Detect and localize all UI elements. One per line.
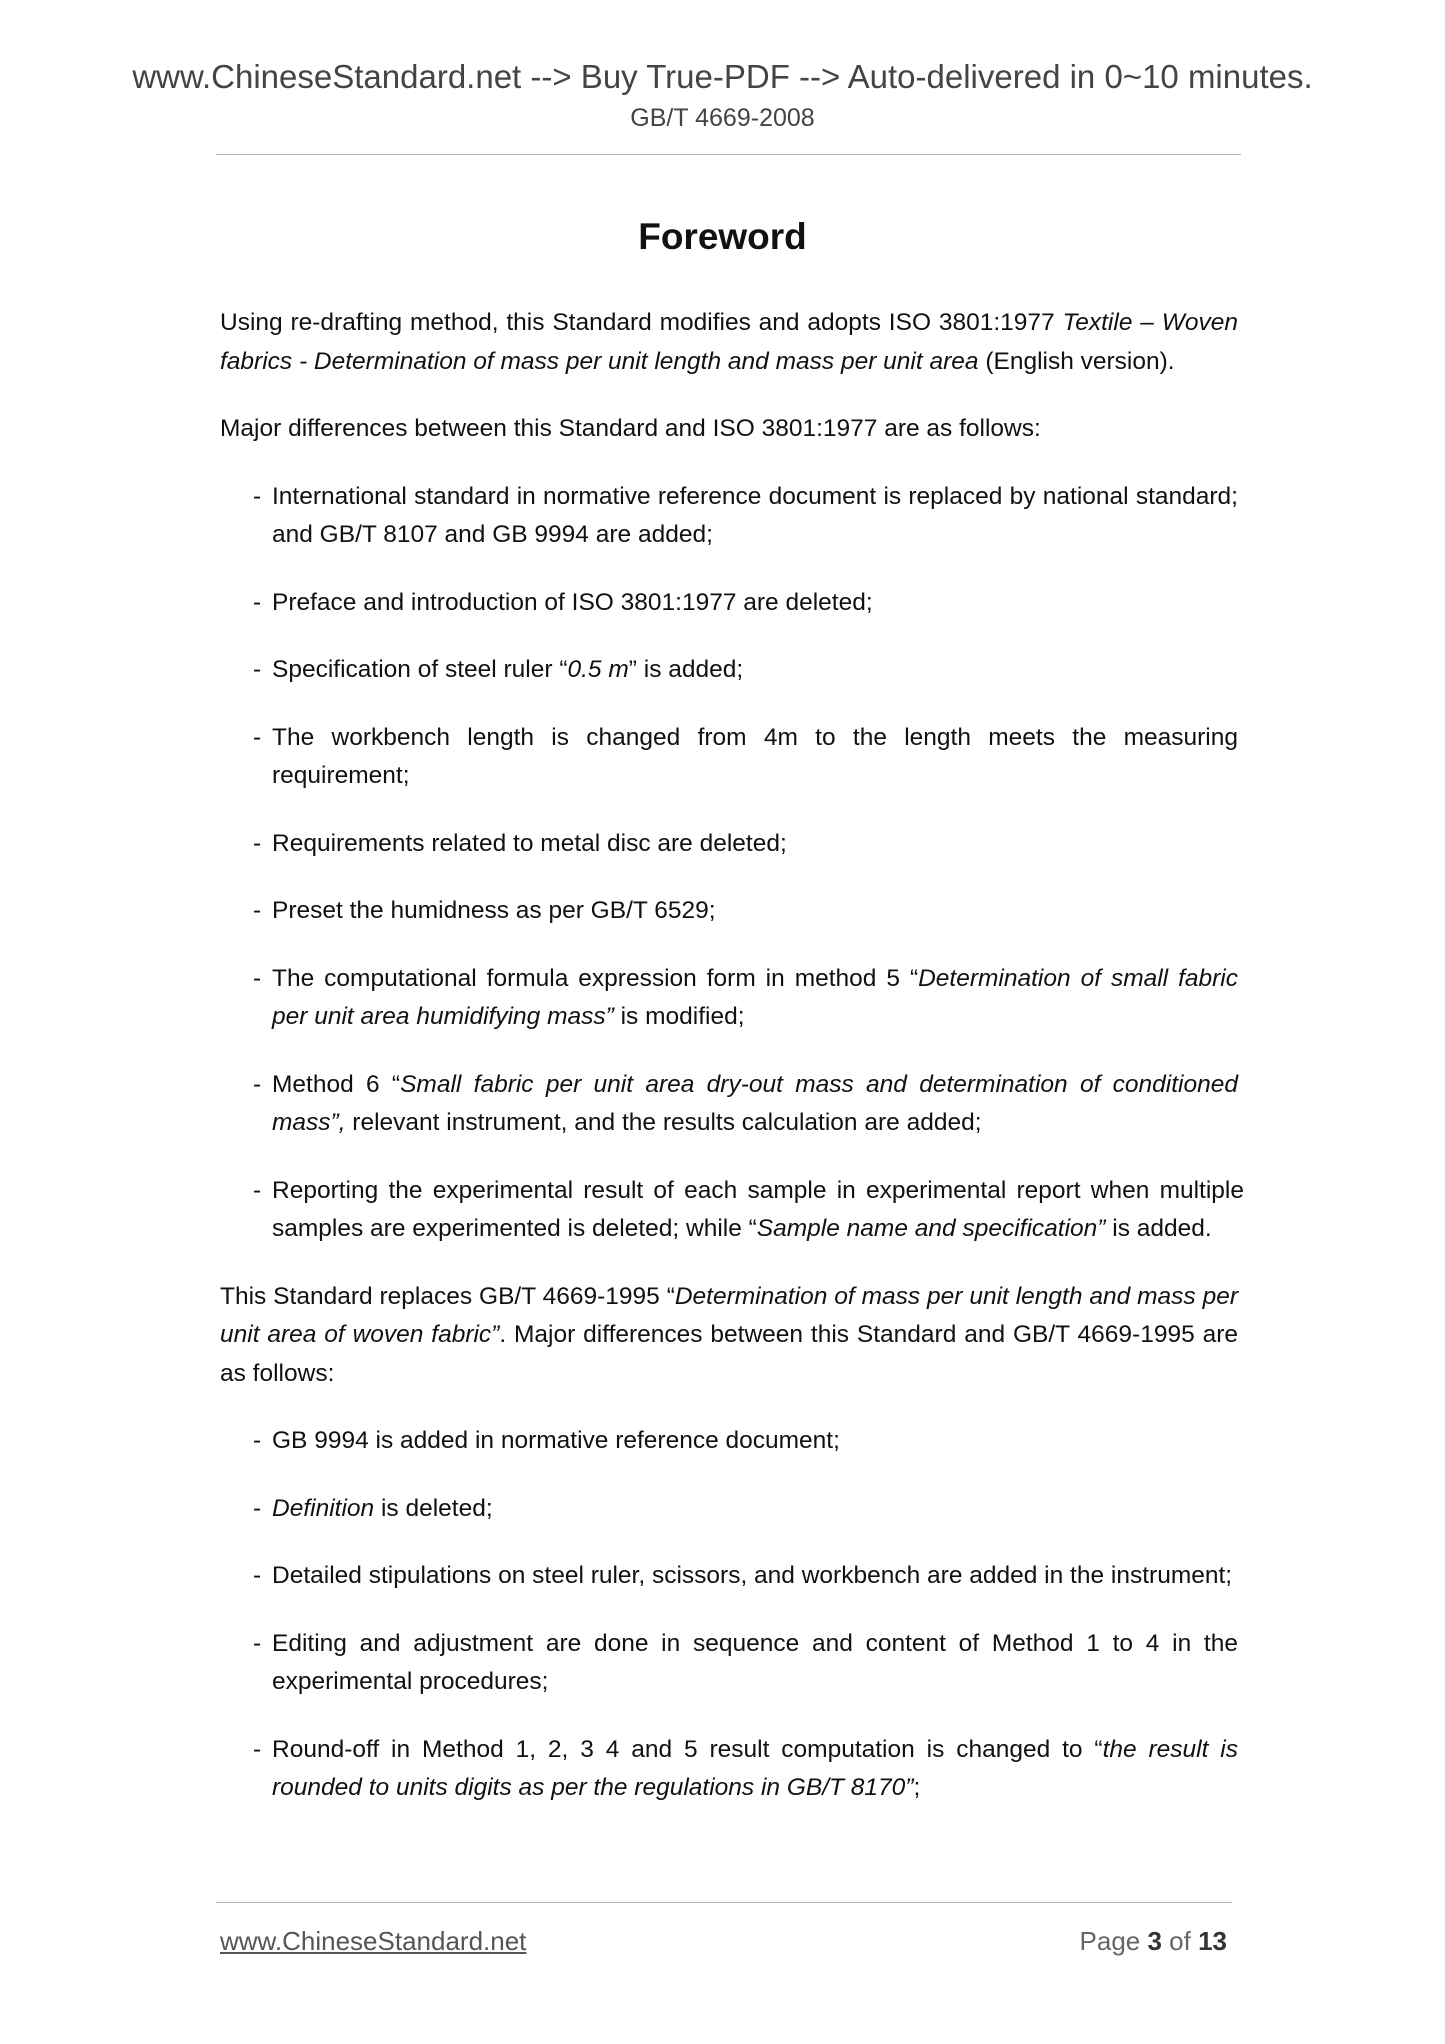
italic-text: Small fabric per unit area dry-out mass and determination of conditioned mass”, xyxy=(272,1070,1238,1136)
list-item xyxy=(220,651,1238,690)
italic-title: Textile – Woven fabrics - Determination of mass per unit length and mass per unit area xyxy=(220,309,1239,375)
list-item xyxy=(220,1422,1238,1461)
text: ; xyxy=(913,1774,921,1801)
page-indicator xyxy=(1080,1926,1227,1957)
page-title: Foreword xyxy=(638,216,807,257)
list-item xyxy=(220,1557,1238,1596)
text: Detailed stipulations on steel ruler, scissors, and workbench are added in the instrument; xyxy=(272,1562,1233,1589)
list-item xyxy=(220,892,1238,931)
page-total: 13 xyxy=(1198,1926,1227,1956)
italic-text: Sample name and specification” xyxy=(756,1215,1106,1242)
text: Round-off in Method 1, 2, 3 4 and 5 result computation is changed to “ xyxy=(272,1735,1103,1763)
text: . Major differences between this Standard and GB/T 4669-1995 are as follows: xyxy=(220,1321,1238,1387)
list-item xyxy=(220,1066,1238,1143)
list-item xyxy=(220,478,1238,555)
list-marker: - xyxy=(253,1629,262,1657)
intro-paragraph xyxy=(220,304,1238,381)
footer-site-link[interactable]: www.ChineseStandard.net xyxy=(220,1926,527,1956)
list-marker: - xyxy=(253,829,262,857)
text: Preface and introduction of ISO 3801:1977 are deleted; xyxy=(272,588,873,616)
differences-intro: Major differences between this Standard and ISO 3801:1977 are as follows: xyxy=(220,415,1041,442)
standard-id: GB/T 4669-2008 xyxy=(630,104,815,132)
header-banner: www.ChineseStandard.net --> Buy True-PDF --> Auto-delivered in 0~10 minutes. xyxy=(132,58,1313,95)
text: The computational formula expression form in method 5 “ xyxy=(272,964,919,992)
list-marker: - xyxy=(253,1735,262,1763)
list-item xyxy=(220,719,1238,796)
list-marker: - xyxy=(253,1176,262,1204)
list-item xyxy=(220,584,1238,623)
text: Method 6 “ xyxy=(272,1070,401,1098)
text: Using re-drafting method, this Standard modifies and adopts ISO 3801:1977 xyxy=(220,309,1063,336)
list-marker: - xyxy=(253,656,262,683)
text: Editing and adjustment are done in sequence and content of Method 1 to 4 in the experimental procedures; xyxy=(272,1629,1238,1695)
list-marker: - xyxy=(253,1494,262,1522)
of-label: of xyxy=(1161,1926,1199,1956)
text: Requirements related to metal disc are deleted; xyxy=(272,829,787,857)
list-item xyxy=(220,960,1238,1037)
text: This Standard replaces GB/T 4669-1995 “ xyxy=(220,1282,675,1310)
text: The workbench length is changed from 4m to the length meets the measuring requirement; xyxy=(272,723,1238,789)
italic-text: Determination of small fabric per unit area humidifying mass” xyxy=(272,964,1238,1030)
text: GB 9994 is added in normative reference document; xyxy=(272,1427,840,1454)
text: International standard in normative reference document is replaced by national standard; and GB/T 8107 and GB 9994 are added; xyxy=(272,482,1238,548)
replaces-paragraph xyxy=(220,1278,1238,1394)
italic-text: 0.5 m xyxy=(567,656,629,683)
header-divider xyxy=(216,154,1241,155)
list-marker: - xyxy=(253,1562,262,1589)
list-marker: - xyxy=(253,723,262,751)
list-marker: - xyxy=(253,1070,262,1098)
text: Preset the humidness as per GB/T 6529; xyxy=(272,897,716,924)
list-item xyxy=(220,1625,1238,1702)
list-item xyxy=(220,1172,1244,1249)
italic-text: the result is rounded to units digits as per the regulations in GB/T 8170” xyxy=(272,1735,1239,1801)
text: relevant instrument, and the results calculation are added; xyxy=(345,1109,982,1136)
list-marker: - xyxy=(253,897,262,924)
text: Reporting the experimental result of each sample in experimental report when multiple samples are experimented is deleted; while “ xyxy=(272,1176,1244,1242)
list-item xyxy=(220,1731,1238,1808)
page-number: 3 xyxy=(1147,1926,1162,1956)
text: Specification of steel ruler “ xyxy=(272,656,568,683)
list-marker: - xyxy=(253,482,262,510)
page-label: Page xyxy=(1079,1926,1148,1956)
document-body xyxy=(220,304,1244,1837)
italic-text: Definition xyxy=(272,1494,375,1522)
list-marker: - xyxy=(253,964,262,992)
text: (English version). xyxy=(978,347,1175,375)
text: is deleted; xyxy=(374,1494,493,1522)
text: is added. xyxy=(1105,1215,1212,1242)
italic-title: Determination of mass per unit length and mass per unit area of woven fabric” xyxy=(220,1282,1238,1348)
text: ” is added; xyxy=(628,656,744,683)
list-marker: - xyxy=(253,588,262,616)
list-marker: - xyxy=(253,1427,262,1454)
footer-divider xyxy=(216,1902,1232,1903)
list-item xyxy=(220,825,1238,864)
list-item xyxy=(220,1490,1238,1529)
text: is modified; xyxy=(613,1003,745,1030)
